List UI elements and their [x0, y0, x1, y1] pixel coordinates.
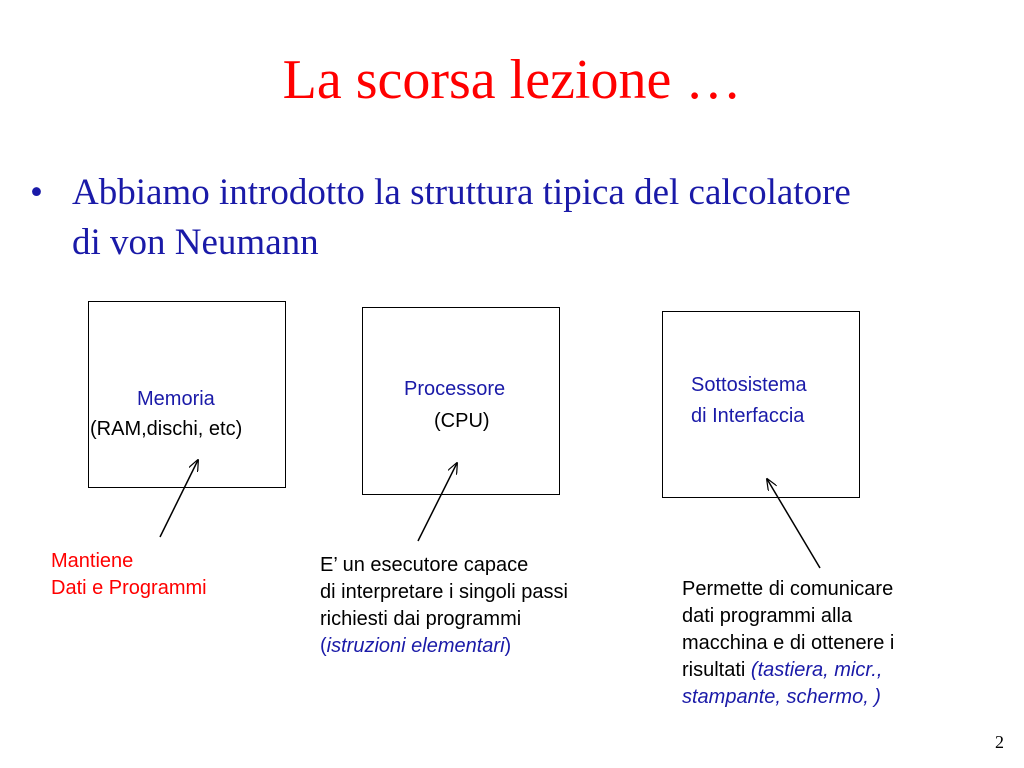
page-number: 2 [995, 732, 1004, 752]
paren-open: ( [320, 635, 327, 657]
interfaccia-label: Sottosistema [691, 374, 807, 396]
slide-title: La scorsa lezione … [282, 49, 742, 111]
memoria-caption [51, 548, 207, 602]
memoria-caption-line2: Dati e Programmi [51, 577, 207, 599]
processore-caption [320, 552, 568, 660]
processore-label: Processore [404, 378, 506, 400]
memoria-label: Memoria [137, 388, 215, 410]
istruzioni-elementari: istruzioni elementari [326, 635, 505, 657]
memoria-arrow [160, 460, 198, 537]
interfaccia-caption-line4 [682, 657, 894, 684]
interfaccia-caption-line3: macchina e di ottenere i [682, 632, 895, 654]
processore-caption-line1: E’ un esecutore capace [320, 554, 529, 576]
processore-caption-line4 [320, 633, 568, 660]
interfaccia-arrow [767, 479, 820, 568]
memoria-caption-line1: Mantiene [51, 550, 134, 572]
bullet-dot: • [30, 172, 43, 213]
processore-caption-line3: richiesti dai programmi [320, 608, 522, 630]
interfaccia-caption-line2: dati programmi alla [682, 605, 853, 627]
paren-close: ) [504, 635, 512, 657]
processore-caption-line2: di interpretare i singoli passi [320, 581, 568, 603]
risultati-text: risultati [682, 659, 751, 681]
processore-sublabel: (CPU) [434, 410, 490, 432]
interfaccia-sublabel: di Interfaccia [691, 405, 805, 427]
processore-arrow [418, 463, 457, 541]
memoria-sublabel: (RAM,dischi, etc) [90, 418, 243, 440]
interfaccia-caption [682, 576, 894, 711]
interfaccia-caption-line5: stampante, schermo, ) [682, 686, 881, 708]
interfaccia-caption-line1: Permette di comunicare [682, 578, 894, 600]
bullet-text: Abbiamo introdotto la struttura tipica del calcolatore di von Neumann [72, 172, 851, 263]
devices-list-1: (tastiera, micr., [750, 659, 883, 681]
